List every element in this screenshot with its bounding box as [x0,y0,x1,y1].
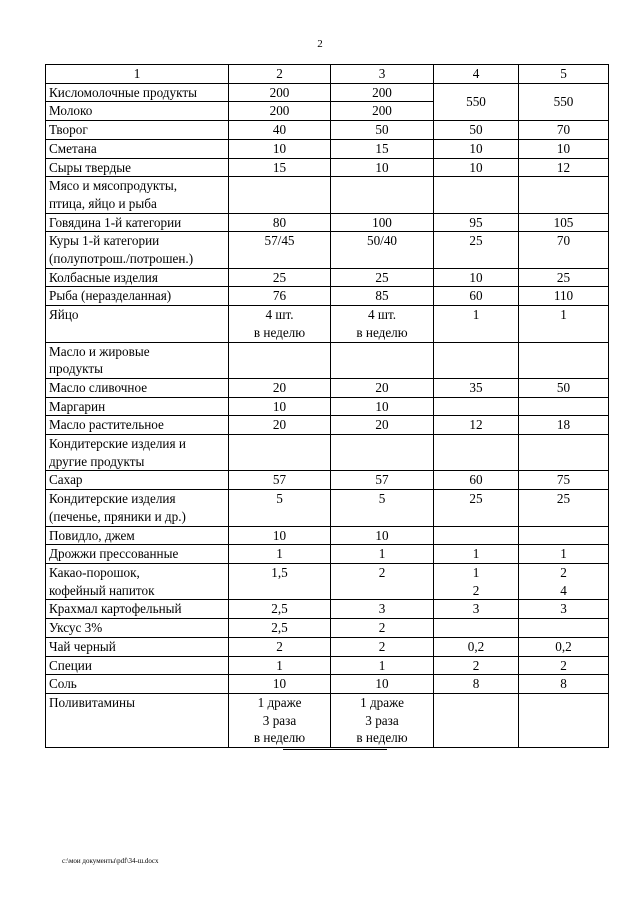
value-cell: 1 [229,545,331,564]
value-cell: 2 [331,619,434,638]
footer-file-path: c:\мои документы\pdf\34-ш.docx [62,857,159,865]
value-cell: 4 шт. в неделю [331,306,434,342]
value-cell: 15 [229,158,331,177]
category-heading-cell: Кондитерские изделия и другие продукты [46,435,229,471]
value-cell: 60 [434,471,519,490]
value-cell: 0,2 [519,637,609,656]
table-row [46,693,609,747]
table-row [46,83,609,102]
table-row [46,490,609,526]
value-cell: 10 [434,268,519,287]
product-name-cell: Масло растительное [46,416,229,435]
table-row [46,637,609,656]
value-cell: 8 [519,675,609,694]
value-cell [434,177,519,213]
table-row [46,158,609,177]
product-name-cell: Уксус 3% [46,619,229,638]
value-cell: 0,2 [434,637,519,656]
value-cell-merged: 550 [519,83,609,120]
value-cell: 20 [229,416,331,435]
value-cell: 8 [434,675,519,694]
value-cell [229,342,331,378]
product-name-cell: Специи [46,656,229,675]
table-row [46,139,609,158]
value-cell: 10 [434,158,519,177]
product-name-cell: Повидло, джем [46,526,229,545]
value-cell: 2 [331,637,434,656]
value-cell [331,177,434,213]
value-cell: 200 [331,83,434,102]
value-cell [434,693,519,747]
value-cell: 35 [434,378,519,397]
product-name-cell: Молоко [46,102,229,121]
product-name-cell: Куры 1-й категории (полупотрош./потрошен.) [46,232,229,268]
table-row [46,563,609,599]
value-cell: 18 [519,416,609,435]
value-cell: 10 [331,397,434,416]
value-cell: 110 [519,287,609,306]
value-cell: 1 [519,306,609,342]
table-row [46,471,609,490]
product-name-cell: Масло сливочное [46,378,229,397]
value-cell [519,397,609,416]
value-cell: 57 [229,471,331,490]
product-name-cell: Маргарин [46,397,229,416]
value-cell: 4 шт. в неделю [229,306,331,342]
value-cell [434,435,519,471]
value-cell: 50 [331,121,434,140]
value-cell: 25 [229,268,331,287]
page-number: 2 [317,38,323,50]
value-cell: 20 [229,378,331,397]
value-cell: 10 [229,675,331,694]
value-cell: 3 [519,600,609,619]
value-cell: 25 [519,490,609,526]
value-cell: 12 [519,158,609,177]
value-cell: 2 [229,637,331,656]
value-cell: 105 [519,213,609,232]
value-cell: 2 [331,563,434,599]
product-name-cell: Яйцо [46,306,229,342]
table-row [46,526,609,545]
table-row [46,213,609,232]
value-cell: 12 [434,416,519,435]
value-cell: 70 [519,232,609,268]
value-cell [434,342,519,378]
table-row [46,287,609,306]
value-cell [519,342,609,378]
value-cell: 5 [229,490,331,526]
product-name-cell: Сахар [46,471,229,490]
value-cell: 75 [519,471,609,490]
value-cell: 10 [434,139,519,158]
value-cell: 1 драже 3 раза в неделю [331,693,434,747]
value-cell: 15 [331,139,434,158]
value-cell: 80 [229,213,331,232]
product-name-cell: Крахмал картофельный [46,600,229,619]
value-cell: 1,5 [229,563,331,599]
table-row [46,397,609,416]
value-cell [519,693,609,747]
product-name-cell: Дрожжи прессованные [46,545,229,564]
value-cell: 2 [519,656,609,675]
value-cell [229,435,331,471]
value-cell: 20 [331,416,434,435]
product-name-cell: Поливитамины [46,693,229,747]
value-cell: 10 [331,675,434,694]
value-cell: 2,5 [229,619,331,638]
value-cell [519,526,609,545]
product-name-cell: Кисломолочные продукты [46,83,229,102]
value-cell: 1 [434,545,519,564]
category-heading-cell: Мясо и мясопродукты, птица, яйцо и рыба [46,177,229,213]
table-row [46,121,609,140]
value-cell: 57/45 [229,232,331,268]
value-cell: 10 [519,139,609,158]
value-cell: 1 драже 3 раза в неделю [229,693,331,747]
table-row [46,268,609,287]
value-cell: 25 [434,490,519,526]
value-cell: 1 [434,306,519,342]
value-cell: 10 [229,139,331,158]
table-row [46,177,609,213]
value-cell: 3 [331,600,434,619]
product-name-cell: Творог [46,121,229,140]
value-cell: 40 [229,121,331,140]
table-row [46,675,609,694]
value-cell: 10 [331,158,434,177]
header-cell: 3 [331,65,434,84]
value-cell: 57 [331,471,434,490]
value-cell: 1 [519,545,609,564]
category-heading-cell: Масло и жировые продукты [46,342,229,378]
table-row [46,435,609,471]
table-row [46,306,609,342]
header-cell: 2 [229,65,331,84]
value-cell: 10 [229,397,331,416]
value-cell: 85 [331,287,434,306]
table-row [46,545,609,564]
value-cell: 25 [434,232,519,268]
product-name-cell: Сыры твердые [46,158,229,177]
value-cell [434,397,519,416]
value-cell: 5 [331,490,434,526]
value-cell [331,435,434,471]
value-cell [434,526,519,545]
value-cell [519,177,609,213]
table-row [46,342,609,378]
header-cell: 5 [519,65,609,84]
table-row [46,600,609,619]
table-row [46,656,609,675]
value-cell: 100 [331,213,434,232]
value-cell: 200 [229,83,331,102]
header-cell: 1 [46,65,229,84]
value-cell: 50/40 [331,232,434,268]
value-cell: 25 [331,268,434,287]
table-row [46,378,609,397]
table-header-row [46,65,609,84]
header-cell: 4 [434,65,519,84]
end-of-document-rule [283,749,387,750]
product-name-cell: Рыба (неразделанная) [46,287,229,306]
value-cell: 76 [229,287,331,306]
value-cell: 70 [519,121,609,140]
food-norms-table [45,64,609,748]
value-cell: 1 2 [434,563,519,599]
value-cell: 20 [331,378,434,397]
value-cell: 1 [331,656,434,675]
product-name-cell: Какао-порошок, кофейный напиток [46,563,229,599]
table-row [46,416,609,435]
value-cell: 200 [331,102,434,121]
product-name-cell: Говядина 1-й категории [46,213,229,232]
value-cell: 2,5 [229,600,331,619]
value-cell: 50 [519,378,609,397]
value-cell: 10 [331,526,434,545]
value-cell [229,177,331,213]
product-name-cell: Сметана [46,139,229,158]
value-cell [519,619,609,638]
value-cell: 25 [519,268,609,287]
value-cell [519,435,609,471]
product-name-cell: Кондитерские изделия (печенье, пряники и др.) [46,490,229,526]
table-row [46,619,609,638]
value-cell: 95 [434,213,519,232]
value-cell: 50 [434,121,519,140]
value-cell [331,342,434,378]
value-cell: 1 [331,545,434,564]
value-cell: 200 [229,102,331,121]
value-cell-merged: 550 [434,83,519,120]
value-cell [434,619,519,638]
value-cell: 10 [229,526,331,545]
value-cell: 2 [434,656,519,675]
table-row [46,232,609,268]
value-cell: 1 [229,656,331,675]
product-name-cell: Соль [46,675,229,694]
value-cell: 2 4 [519,563,609,599]
value-cell: 60 [434,287,519,306]
product-name-cell: Колбасные изделия [46,268,229,287]
product-name-cell: Чай черный [46,637,229,656]
value-cell: 3 [434,600,519,619]
